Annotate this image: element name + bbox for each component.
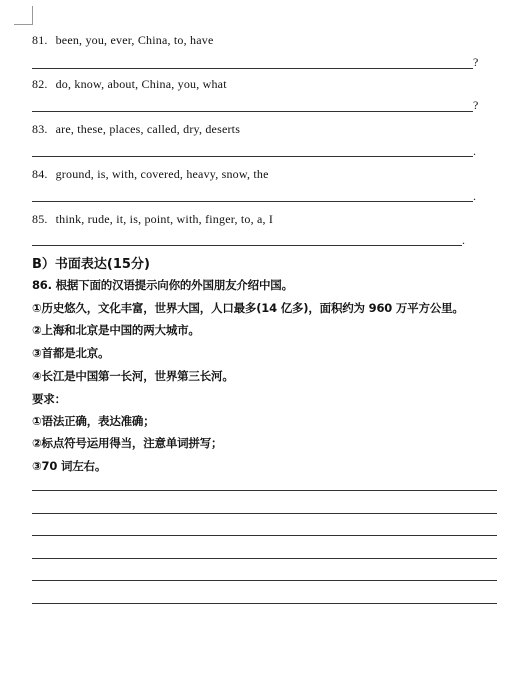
question-number: 84. <box>32 167 48 181</box>
writing-line[interactable] <box>32 490 497 491</box>
writing-line[interactable] <box>32 535 497 536</box>
question-words: think, rude, it, is, point, with, finger, to, a, I <box>55 212 274 226</box>
end-punctuation: . <box>473 189 476 203</box>
question-number: 85. <box>32 212 48 226</box>
requirement-3: ③70 词左右。 <box>32 459 107 473</box>
question-83 <box>32 122 240 137</box>
question-number: 81. <box>32 33 48 47</box>
end-punctuation: ? <box>473 55 479 69</box>
requirement-1: ①语法正确，表达准确； <box>32 414 155 428</box>
writing-line[interactable] <box>32 603 497 604</box>
hint-point-2: ②上海和北京是中国的两大城市。 <box>32 323 200 337</box>
question-85 <box>32 212 273 227</box>
question-81 <box>32 33 213 48</box>
question-number: 83. <box>32 122 48 136</box>
end-punctuation: . <box>462 233 465 247</box>
writing-line[interactable] <box>32 558 497 559</box>
answer-line-83[interactable] <box>32 156 473 157</box>
hint-point-3: ③首都是北京。 <box>32 346 110 360</box>
answer-line-81[interactable] <box>32 68 473 69</box>
question-84 <box>32 167 269 182</box>
requirement-2: ②标点符号运用得当，注意单词拼写； <box>32 436 223 450</box>
answer-line-84[interactable] <box>32 201 473 202</box>
hint-point-4: ④长江是中国第一长河，世界第三长河。 <box>32 369 234 383</box>
hint-point-1: ①历史悠久，文化丰富，世界大国，人口最多(14 亿多)，面积约为 960 万平方公里。 <box>32 301 464 315</box>
answer-line-85[interactable] <box>32 245 462 246</box>
question-words: do, know, about, China, you, what <box>55 77 227 91</box>
writing-prompt: 86. 根据下面的汉语提示向你的外国朋友介绍中国。 <box>32 278 293 292</box>
section-b-title: B）书面表达(15分) <box>32 257 150 272</box>
writing-line[interactable] <box>32 580 497 581</box>
writing-line[interactable] <box>32 513 497 514</box>
question-words: been, you, ever, China, to, have <box>55 33 214 47</box>
question-words: are, these, places, called, dry, deserts <box>55 122 241 136</box>
end-punctuation: . <box>473 144 476 158</box>
question-number: 82. <box>32 77 48 91</box>
end-punctuation: ? <box>473 98 479 112</box>
answer-line-82[interactable] <box>32 111 473 112</box>
question-82 <box>32 77 227 92</box>
page-corner-mark <box>14 6 33 25</box>
question-words: ground, is, with, covered, heavy, snow, the <box>55 167 269 181</box>
requirements-label: 要求： <box>32 392 66 406</box>
